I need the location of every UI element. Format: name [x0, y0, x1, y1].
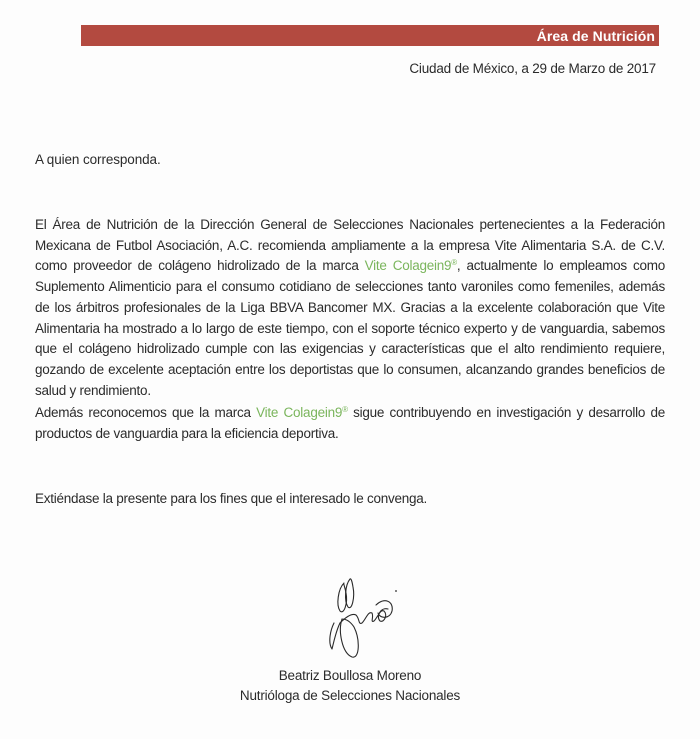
registered-mark: ® — [451, 258, 457, 268]
signatory-title: Nutrióloga de Selecciones Nacionales — [239, 688, 461, 703]
signatory-name: Beatriz Boullosa Moreno — [278, 668, 422, 683]
brand-name — [365, 258, 457, 273]
date-line: Ciudad de México, a 29 de Marzo de 2017 — [409, 61, 656, 76]
signature-icon — [318, 575, 398, 660]
brand-text: Vite Colagein9 — [364, 258, 452, 274]
paragraph-text: , actualmente lo empleamos como Suplemento Alimenticio para el consumo cotidiano de selecciones tanto varoniles como femeniles, además de los árbitros profesionales de la Liga BBVA Bancomer MX. Gracias a la excelente colaboración que Vite Alimentaria ha mostrado a lo largo de este tiempo, con el soporte técnico experto y de vanguardia, sabemos que el colágeno hidrolizado cumple con las exigencias y características que el alto rendimiento requiere, gozando de excelente aceptación entre los deportistas que lo consumen, alcanzando grandes beneficios de salud y rendimiento. — [35, 258, 665, 398]
brand-name — [256, 405, 348, 420]
paragraph-text: El Área de Nutrición de la Dirección General de Selecciones Nacionales pertenecientes a la Federación Mexicana de Futbol Asociación, A.C. recomienda ampliamente a la empresa Vite Alimentaria S.A. de C.V. como proveedor de colágeno hidrolizado de la marca — [35, 217, 665, 274]
closing-line: Extiéndase la presente para los fines que el interesado le convenga. — [35, 491, 428, 506]
paragraph-text: sigue contribuyendo en investigación y desarrollo de productos de vanguardia para la eficiencia deportiva. — [35, 405, 665, 441]
brand-text: Vite Colagein9 — [256, 405, 343, 420]
header-title: Área de Nutrición — [536, 27, 655, 44]
paragraph-recommendation — [35, 215, 665, 401]
paragraph-text: Además reconocemos que la marca — [35, 405, 257, 420]
registered-mark: ® — [342, 405, 348, 414]
paragraph-recognition — [35, 403, 665, 444]
salutation: A quien corresponda. — [35, 152, 161, 167]
header-bar — [81, 25, 659, 46]
